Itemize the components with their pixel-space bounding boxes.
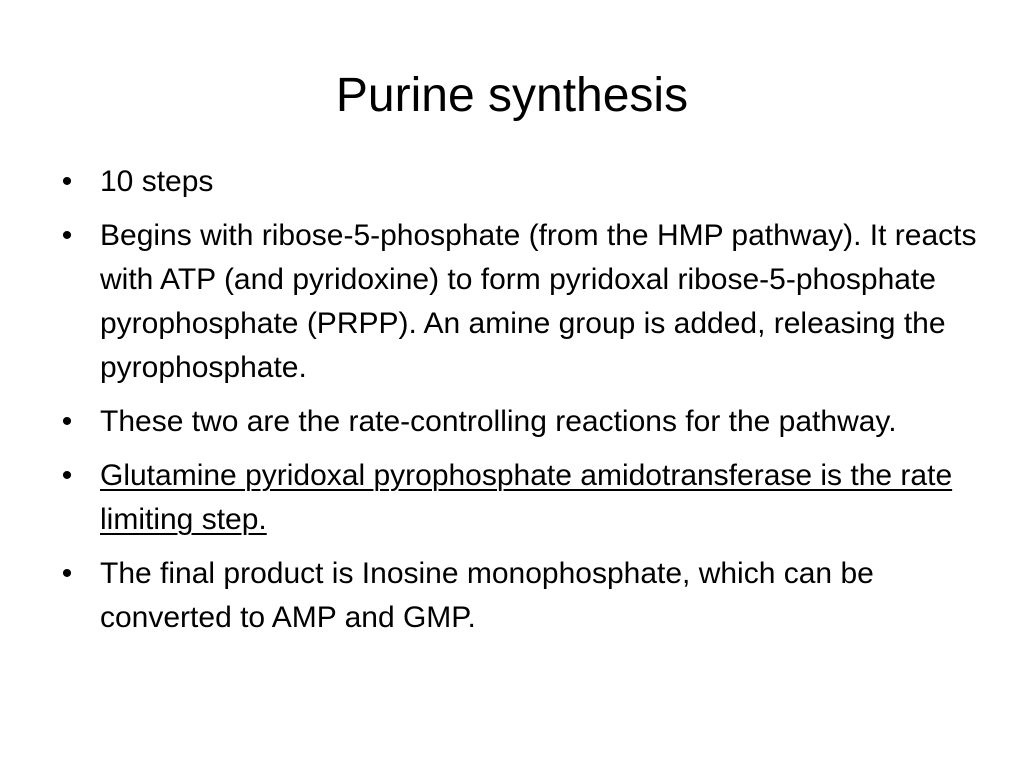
bullet-item-final-product — [57, 552, 977, 640]
bullet-text: These two are the rate-controlling reactions for the pathway. — [100, 405, 897, 438]
bullet-icon: • — [61, 405, 73, 438]
bullet-icon: • — [61, 165, 73, 198]
bullet-text: Glutamine pyridoxal pyrophosphate amidotransferase is the rate limiting step. — [100, 459, 953, 536]
bullet-text: The final product is Inosine monophosphate, which can be converted to AMP and GMP. — [100, 557, 874, 634]
slide-title: Purine synthesis — [335, 69, 689, 122]
bullet-icon: • — [61, 459, 73, 492]
bullet-item-steps — [57, 160, 977, 204]
bullet-item-rate-controlling — [57, 400, 977, 444]
bullet-icon: • — [61, 219, 73, 252]
bullet-text: Begins with ribose-5-phosphate (from the HMP pathway). It reacts with ATP (and pyridoxine) to form pyridoxal ribose-5-phosphate pyrophosphate (PRPP). An amine group is added, releasing the pyrophosphate. — [100, 219, 977, 384]
bullet-item-ribose — [57, 214, 977, 390]
bullet-list — [57, 160, 977, 650]
bullet-item-rate-limiting — [57, 454, 977, 542]
bullet-icon: • — [61, 557, 73, 590]
bullet-text: 10 steps — [100, 165, 214, 198]
